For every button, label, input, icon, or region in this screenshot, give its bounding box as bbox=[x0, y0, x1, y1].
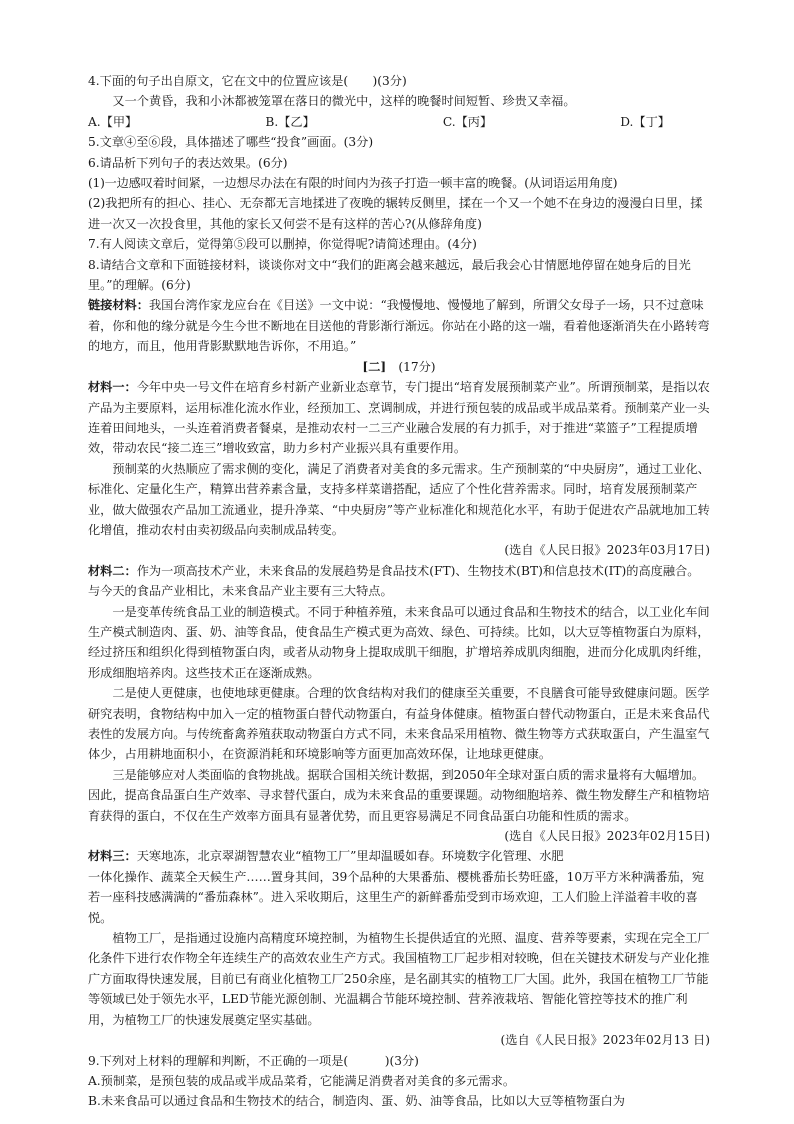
question-7: 7.有人阅读文章后，觉得第⑤段可以删掉，你觉得呢?请简述理由。(4分) bbox=[88, 237, 477, 252]
link-material bbox=[88, 295, 710, 356]
material-1-source: (选自《人民日报》2023年03月17日) bbox=[504, 543, 710, 558]
material-1-para-2: 预制菜的火热顺应了需求侧的变化，满足了消费者对美食的多元需求。生产预制菜的“中央厨房”，通过工业化、标准化、定量化生产，精算出营养素含量，支持多样菜谱搭配，适应了个性化营养需求。同时，培育发展预制菜产业，做大做强农产品加工流通业，提升净菜、“中央厨房”等产业标准化和规范化水平，有助于促进农产品就地加工转化增值，推动农村由卖初级品向卖制成品转变。 bbox=[88, 461, 710, 537]
question-9-stem: 9.下列对上材料的理解和判断，不正确的一项是( )(3分) bbox=[88, 1053, 419, 1068]
material-3-para-1a bbox=[88, 846, 710, 866]
material-3-para-1b: 一体化操作、蔬菜全天候生产……置身其间，39个品种的大果番茄、樱桃番茄长势旺盛，10万平方米种满番茄，宛若一座科技感满满的“番茄森林”。进入采收期后，这里生产的新鲜番茄受到市场欢迎，工人们脸上洋溢着丰收的喜悦。 bbox=[88, 869, 705, 925]
material-2-label: 材料二： bbox=[88, 563, 137, 578]
question-4-sentence: 又一个黄昏，我和小沐都被笼罩在落日的微光中，这样的晚餐时间短暂、珍贵又幸福。 bbox=[112, 94, 576, 109]
link-material-text: 我国台湾作家龙应台在《目送》一文中说：“我慢慢地、慢慢地了解到，所谓父女母子一场，只不过意味着，你和他的缘分就是今生今世不断地在目送他的背影渐行渐远。你站在小路的这一端，看着他逐渐消失在小路转弯的地方，而且，他用背影默默地告诉你，不用追。” bbox=[88, 298, 710, 354]
link-material-label: 链接材料： bbox=[88, 298, 149, 313]
question-6-item-1: (1)一边感叹着时间紧，一边想尽办法在有限的时间内为孩子打造一顿丰富的晚餐。(从词语运用角度) bbox=[88, 176, 618, 191]
question-4-stem: 4.下面的句子出自原文，它在文中的位置应该是( )(3分) bbox=[88, 74, 407, 88]
option-a[interactable]: A.【甲】 bbox=[88, 114, 138, 129]
option-d[interactable]: D.【丁】 bbox=[620, 114, 670, 129]
material-2-para-2: 二是使人更健康，也使地球更健康。合理的饮食结构对我们的健康至关重要，不良膳食可能导致健康问题。医学研究表明，食物结构中加入一定的植物蛋白替代动物蛋白，有益身体健康。植物蛋白替代动物蛋白，正是未来食品代表性的发展方向。与传统畜禽养殖获取动物蛋白方式不同，未来食品采用植物、微生物等方式获取蛋白，产生温室气体少，占用耕地面积小，在资源消耗和环境影响等方面更加高效环保，让地球更健康。 bbox=[88, 686, 710, 762]
material-2-para-1: 一是变革传统食品工业的制造模式。不同于种植养殖，未来食品可以通过食品和生物技术的结合，以工业化车间生产模式制造肉、蛋、奶、油等食品，使食品生产模式更为高效、绿色、可持续。比如，以大豆等植物蛋白为原料，经过挤压和组织化得到植物蛋白肉，或者从动物身上提取成肌干细胞，扩增培养成肌肉细胞，进而分化成肌肉纤维，形成细胞培养肉。这些技术正在逐渐成熟。 bbox=[88, 604, 710, 680]
question-6-stem: 6.请品析下列句子的表达效果。(6分) bbox=[88, 155, 288, 170]
question-9-option-a[interactable]: A.预制菜，是预包装的成品或半成品菜肴，它能满足消费者对美食的多元需求。 bbox=[88, 1073, 516, 1088]
question-8: 8.请结合文章和下面链接材料，谈谈你对文中“我们的距离会越来越远，最后我会心甘情愿地停留在她身后的目光里。”的理解。(6分) bbox=[88, 257, 691, 293]
question-4-options bbox=[88, 112, 710, 132]
option-b[interactable]: B.【乙】 bbox=[265, 114, 315, 129]
material-1-text-1: 今年中央一号文件在培育乡村新产业新业态章节，专门提出“培育发展预制菜产业”。所谓预制菜，是指以农产品为主要原料，运用标准化流水作业，经预加工、烹调制成，并进行预包装的成品或半成品菜肴。预制菜产业一头连着田间地头，一头连着消费者餐桌，是推动农村一二三产业融合发展的有力抓手，对于推进“菜篮子”工程提质增效，带动农民“接二连三”增收致富，助力乡村产业振兴具有重要作用。 bbox=[88, 380, 710, 456]
section-2-heading bbox=[88, 357, 710, 377]
material-3-source: (选自《人民日报》2023年02月13 日) bbox=[500, 1033, 710, 1048]
question-5: 5.文章④至⑥段，具体描述了哪些“投食”画面。(3分) bbox=[88, 135, 374, 150]
material-3-text-1a: 天寒地冻，北京翠湖智慧农业“植物工厂”里却温暖如春。环境数字化管理、水肥 bbox=[136, 849, 564, 864]
material-1-label: 材料一： bbox=[88, 380, 137, 395]
material-2-text-0: 作为一项高技术产业，未来食品的发展趋势是食品技术(FT)、生物技术(BT)和信息技术(IT)的高度融合。与今天的食品产业相比，未来食品产业主要有三大特点。 bbox=[88, 563, 700, 599]
material-2-source: (选自《人民日报》2023年02月15日) bbox=[504, 829, 710, 844]
question-9-option-b[interactable]: B.未来食品可以通过食品和生物技术的结合，制造肉、蛋、奶、油等食品，比如以大豆等植物蛋白为 bbox=[88, 1094, 625, 1109]
material-3-para-2: 植物工厂，是指通过设施内高精度环境控制，为植物生长提供适宜的光照、温度、营养等要素，实现在完全工厂化条件下进行农作物全年连续生产的高效农业生产方式。我国植物工厂起步相对较晚，但在关键技术研发与产业化推广方面取得快速发展，目前已有商业化植物工厂250余座，是名副其实的植物工厂大国。此外，我国在植物工厂节能等领域已处于领先水平，LED节能光源创制、光温耦合节能环境控制、营养液栽培、智能化管控等技术的推广利用，为植物工厂的快速发展奠定坚实基础。 bbox=[88, 931, 710, 1027]
material-2-para-0 bbox=[88, 561, 710, 602]
material-2-para-3: 三是能够应对人类面临的食物挑战。据联合国相关统计数据，到2050年全球对蛋白质的需求量将有大幅增加。因此，提高食品蛋白生产效率、寻求替代蛋白，成为未来食品的重要课题。动物细胞培养、微生物发酵生产和植物培育获得的蛋白，不仅在生产效率方面具有显著优势，而且更容易满足不同食品蛋白功能和性质的需求。 bbox=[88, 767, 710, 823]
option-c[interactable]: C.【丙】 bbox=[442, 114, 493, 129]
question-6-item-2: (2)我把所有的担心、挂心、无奈都无言地揉进了夜晚的辗转反侧里，揉在一个又一个她不在身边的漫漫白日里，揉进一次又一次投食里，其他的家长又何尝不是有这样的苦心?(从修辞角度) bbox=[88, 196, 703, 231]
material-3-label: 材料三： bbox=[88, 849, 137, 864]
section-2-points: (17分) bbox=[398, 359, 436, 374]
section-2-title: [二] bbox=[362, 359, 387, 374]
material-1-para-1 bbox=[88, 377, 710, 459]
